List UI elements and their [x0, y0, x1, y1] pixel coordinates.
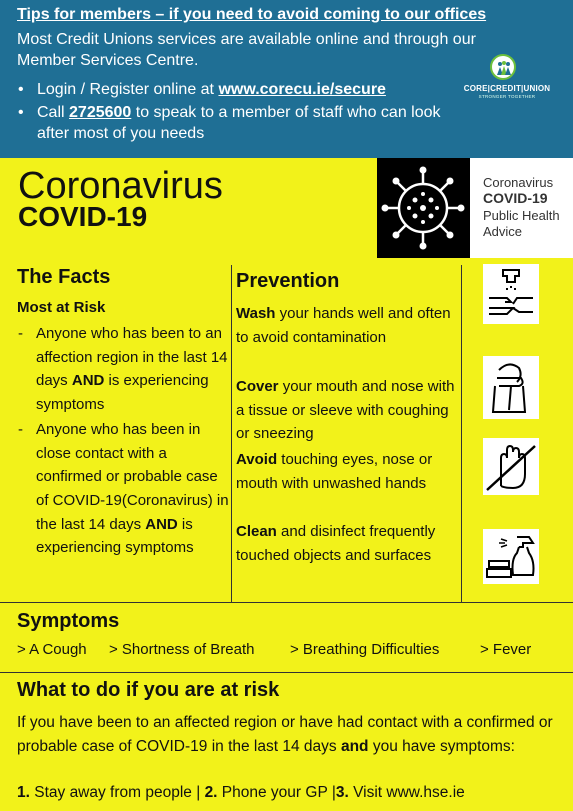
core-credit-union-logo: [455, 54, 559, 100]
risk-item-bold: AND: [145, 515, 178, 533]
prevention-avoid: [236, 448, 461, 495]
at-risk-heading: What to do if you are at risk: [17, 679, 280, 701]
column-divider: [231, 265, 232, 602]
symptoms-heading: Symptoms: [17, 610, 120, 632]
logo-text: CORE|CREDIT|UNION: [463, 84, 551, 93]
risk-item-text: Anyone who has been in close contact with a confirmed or probable case of COVID-19(Coronavirus) in the last 14 days: [36, 420, 229, 533]
prevention-clean: [236, 520, 461, 567]
step-number: 2.: [204, 784, 218, 801]
risk-item-text: Anyone who has been to an affection region in the last 14 days: [36, 325, 228, 390]
prevention-cover: [236, 375, 461, 446]
tips-call-text: Call: [37, 104, 70, 121]
symptom-item: > Fever: [480, 641, 532, 658]
risk-item: [17, 418, 231, 560]
step-text: Stay away from people |: [29, 784, 205, 801]
prevention-keyword: Clean: [236, 523, 277, 540]
public-health-advice-panel: [470, 158, 573, 258]
symptom-item: > Breathing Difficulties: [290, 641, 440, 658]
prevention-text: your hands well and often to avoid contamination: [236, 305, 451, 346]
title-coronavirus: Coronavirus: [18, 165, 223, 207]
secure-login-link[interactable]: www.corecu.ie/secure: [218, 81, 386, 98]
prevention-text: touching eyes, nose or mouth with unwashed hands: [236, 451, 433, 492]
symptom-item: > Shortness of Breath: [109, 641, 255, 658]
tips-heading: Tips for members – if you need to avoid coming to our offices: [17, 6, 487, 23]
step-text: Visit www.hse.ie: [348, 784, 465, 801]
risk-item-text: is experiencing symptoms: [36, 372, 209, 414]
tips-call-rest: to speak to a member of staff who can look after most of you needs: [37, 104, 441, 142]
disinfect-spray-icon: [483, 529, 539, 584]
step-number: 3.: [335, 784, 349, 801]
risk-list: [17, 322, 231, 561]
virus-icon: [377, 158, 470, 258]
prevention-keyword: Cover: [236, 378, 279, 395]
advice-line-2: COVID-19: [483, 190, 548, 206]
most-at-risk-heading: Most at Risk: [17, 299, 106, 316]
prevention-text: and disinfect frequently touched objects and surfaces: [236, 523, 436, 564]
prevention-text: your mouth and nose with a tissue or sleeve with coughing or sneezing: [236, 378, 455, 442]
facts-heading: The Facts: [17, 266, 111, 288]
step-text: Phone your GP |: [217, 784, 336, 801]
tips-list: [0, 79, 470, 146]
at-risk-text: [17, 711, 557, 758]
risk-item-text: is experiencing symptoms: [36, 515, 194, 557]
tips-item-call: [0, 102, 470, 144]
risk-item: [17, 322, 231, 417]
advice-line-4: Advice: [483, 224, 523, 239]
cough-into-sleeve-icon: [483, 356, 539, 419]
step-number: 1.: [17, 784, 30, 801]
tips-login-text: Login / Register online at: [37, 81, 219, 98]
at-risk-steps: [17, 784, 465, 802]
tips-intro: Most Credit Unions services are available online and through our Member Services Centre.: [17, 31, 476, 69]
tips-banner: [0, 0, 573, 158]
no-touch-face-icon: [483, 438, 539, 495]
prevention-wash: [236, 302, 461, 349]
section-divider: [0, 602, 573, 603]
at-risk-text-part: you have symptoms:: [368, 737, 515, 755]
advice-line-1: Coronavirus: [483, 175, 554, 190]
phone-number-link[interactable]: 2725600: [69, 104, 132, 121]
risk-item-bold: AND: [71, 372, 105, 390]
section-divider: [0, 672, 573, 673]
title-covid19: COVID-19: [18, 201, 148, 232]
prevention-heading: Prevention: [236, 270, 340, 292]
at-risk-text-part: If you have been to an affected region or have had contact with a confirmed or probable case of COVID-19 in the last 14 days: [17, 714, 553, 755]
advice-line-3: Public Health: [483, 208, 560, 223]
logo-tagline: STRONGER TOGETHER: [478, 94, 536, 99]
logo-icon: [490, 54, 516, 80]
hand-washing-icon: [483, 264, 539, 324]
prevention-keyword: Wash: [236, 305, 276, 322]
symptom-item: > A Cough: [17, 641, 87, 658]
column-divider: [461, 265, 462, 602]
tips-item-login: [0, 79, 470, 100]
at-risk-text-bold: and: [340, 737, 369, 755]
prevention-keyword: Avoid: [236, 451, 278, 468]
